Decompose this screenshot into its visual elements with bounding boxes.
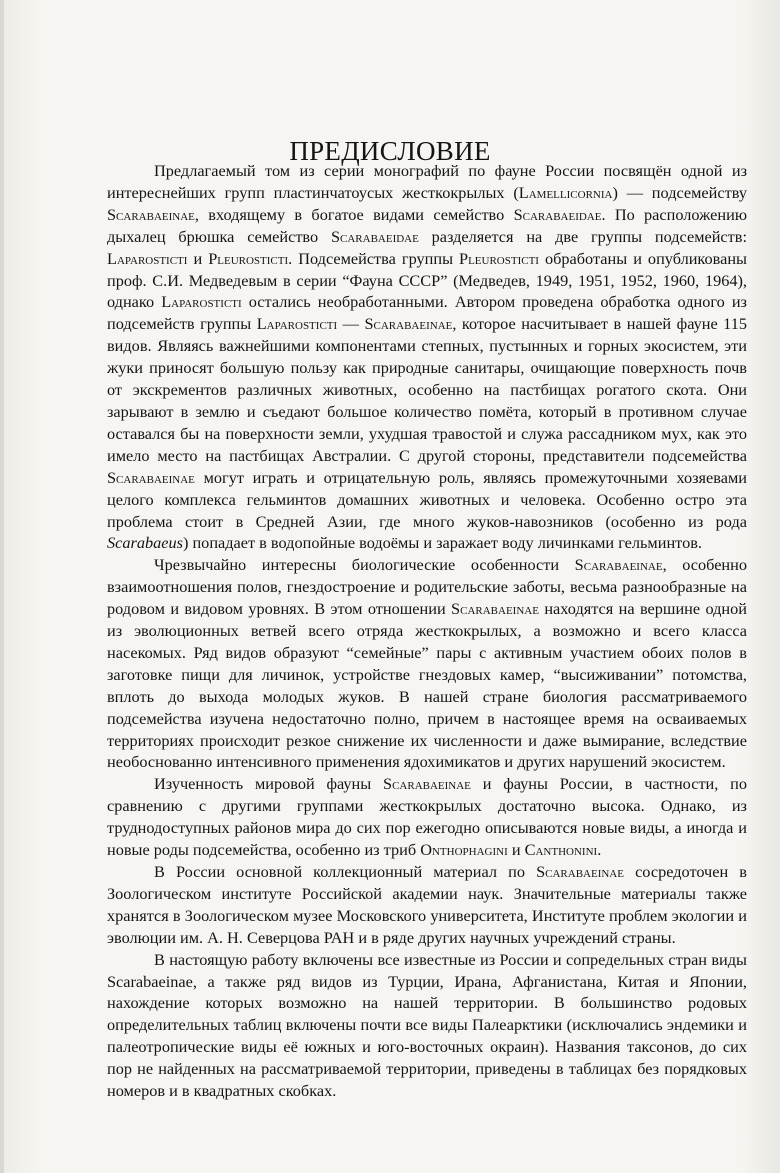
text-run: ) попадает в водопойные водоёмы и заражает воду личинками гельминтов. [182,533,702,553]
page-title: ПРЕДИСЛОВИЕ [289,136,491,167]
paragraph [107,160,747,554]
document-body [107,160,747,1102]
text-run: Предлагаемый том из серии монографий по фауне России посвящён одной из интереснейших групп пластинчатоусых жесткокрылых ( [107,161,747,202]
taxon-name: Pleurosticti [459,248,539,268]
text-run: могут играть и отрицательную роль, являясь промежуточными хозяевами целого комплекса гельминтов домашних животных и человека. Особенно остро эта проблема стоит в Средней Азии, где много жуков-навозников (особенно из рода [107,467,747,531]
genus-name: Scarabaeus [107,533,183,553]
taxon-name: Scarabaeinae [383,774,471,794]
text-run: ) — подсемейству [612,182,747,202]
taxon-name: Laparosticti [256,314,338,334]
text-run: сосредоточен в Зоологическом институте Российской академии наук. Значительные материалы также хранятся в Зоологическом музее Московского университета, Институте проблем экологии и эволюции им. А. Н. Северцова РАН и в ряде других научных учреждений страны. [107,862,747,947]
text-run: В России основной коллекционный материал по [154,862,537,881]
text-run: находятся на вершине одной из эволюционных ветвей всего отряда жесткокрылых, а возможно и всего класса насекомых. Ряд видов образуют “семейные” пары с активным участием обоих полов в заготовке пищи для личинок, устройстве гнездовых камер, “высиживании” потомства, вплоть до выхода молодых жуков. В нашей стране биология рассматриваемого подсемейства изучена недостаточно полно, причем в настоящее время на осваиваемых территориях происходит резкое снижение их численности и даже вымирание, вследствие необоснованно интенсивного применения ядохимикатов и других нарушений экосистем. [107,599,747,772]
text-run: , особенно взаимоотношения полов, гнездостроение и родительские заботы, весьма разнообразные на родовом и видовом уровнях. В этом отношении [107,555,747,619]
text-run: остались необработанными. Автором проведена обработка одного из подсемейств группы [107,292,747,334]
taxon-name: Laparosticti [161,292,242,312]
text-run: разделяется на две группы подсемейств: [418,226,747,246]
paragraph [107,773,747,861]
taxon-name: Lamellicornia [518,182,613,202]
taxon-name: Scarabaeinae [107,467,195,487]
taxon-name: Scarabaeinae [574,555,663,575]
taxon-name: Canthonini [524,840,598,860]
text-run: , входящему в богатое видами семейство [194,204,514,224]
text-run: Изученность мировой фауны [154,774,384,794]
text-run: — [337,314,365,334]
page-edge [0,0,4,1173]
paragraph [107,861,747,949]
text-run: обработаны и опубликованы проф. С.И. Медведевым в серии “Фауна СССР” (Медведев, 1949, 1951, 1952, 1960, 1964), однако [107,248,747,312]
taxon-name: Scarabaeinae [536,862,624,881]
taxon-name: Scarabaeinae [107,204,195,224]
taxon-name: Scarabaeidae [513,204,602,224]
taxon-name: Onthophagini [420,840,508,860]
paragraph [107,949,747,1102]
taxon-name: Pleurosticti [208,248,289,268]
taxon-name: Scarabaeinae [451,599,539,619]
text-run: и [187,248,209,268]
text-run: . [597,840,602,860]
paragraph [107,554,747,773]
text-run: и фауны России, в частности, по сравнению с другими группами жесткокрылых достаточно высока. Однако, из труднодоступных районов мира до сих пор ежегодно описываются новые виды, а иногда и новые роды подсемейства, особенно из триб [107,774,747,860]
taxon-name: Scarabaeidae [330,226,419,246]
text-run: . По расположению дыхалец брюшка семейство [107,204,747,246]
text-run: . Подсемейства группы [288,248,460,268]
text-run: Чрезвычайно интересны биологические особенности [154,555,575,575]
text-run: В настоящую работу включены все известные из России и сопредельных стран виды Scarabaeinae, а также ряд видов из Турции, Ирана, Афганистана, Китая и Японии, нахождение которых возможно на нашей территории. В большинство родовых определительных таблиц включены почти все виды Палеарктики (исключались эндемики и палеотропические виды её южных и юго-восточных окраин). Названия таксонов, до сих пор не найденных на рассматриваемой территории, приведены в таблицах без порядковых номеров и в квадратных скобках. [107,949,747,1101]
taxon-name: Laparosticti [107,248,188,268]
text-run: и [507,840,525,860]
text-run: , которое насчитывает в нашей фауне 115 видов. Являясь важнейшими компонентами степных, пустынных и горных экосистем, эти жуки приносят большую пользу как природные санитары, очищающие поверхность почв от экскрементов различных животных, особенно на пастбищах рогатого скота. Они зарывают в землю и съедают большое количество помёта, который в противном случае оставался бы на поверхности земли, ухудшая травостой и служа рассадником мух, как это имело место на пастбищах Австралии. С другой стороны, представители подсемейства [107,314,747,465]
taxon-name: Scarabaeinae [364,314,453,334]
